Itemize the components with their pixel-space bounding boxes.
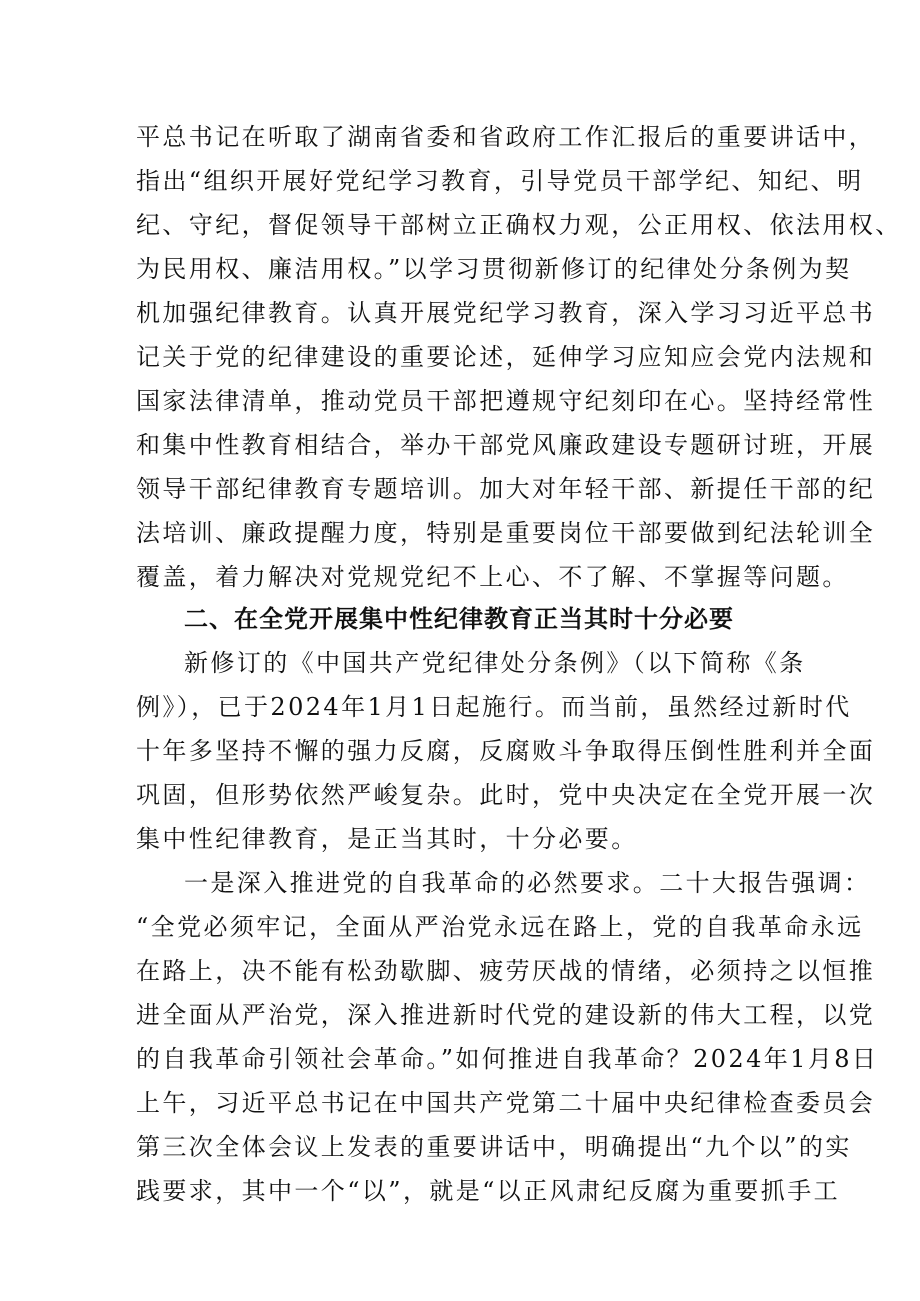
paragraph-2-line: 集中性纪律教育，是正当其时，十分必要。 bbox=[136, 825, 638, 853]
paragraph-1-line: 和集中性教育相结合，举办干部党风廉政建设专题研讨班，开展 bbox=[136, 431, 876, 459]
paragraph-1-line: 国家法律清单，推动党员干部把遵规守纪刻印在心。坚持经常性 bbox=[136, 387, 876, 415]
section-heading: 二、在全党开展集中性纪律教育正当其时十分必要 bbox=[184, 605, 734, 633]
paragraph-3-line: “全党必须牢记，全面从严治党永远在路上，党的自我革命永远 bbox=[136, 913, 864, 941]
paragraph-1-line: 机加强纪律教育。认真开展党纪学习教育，深入学习习近平总书 bbox=[136, 299, 876, 327]
paragraph-3-line: 践要求，其中一个“以”，就是“以正风肃纪反腐为重要抓手工 bbox=[136, 1177, 841, 1205]
paragraph-2-line: 十年多坚持不懈的强力反腐，反腐败斗争取得压倒性胜利并全面 bbox=[136, 737, 876, 765]
paragraph-1-line: 领导干部纪律教育专题培训。加大对年轻干部、新提任干部的纪 bbox=[136, 475, 876, 503]
paragraph-1-line: 为民用权、廉洁用权。”以学习贯彻新修订的纪律处分条例为契 bbox=[136, 255, 852, 283]
paragraph-3-line: 上午，习近平总书记在中国共产党第二十届中央纪律检查委员会 bbox=[136, 1089, 876, 1117]
paragraph-1-line: 平总书记在听取了湖南省委和省政府工作汇报后的重要讲话中， bbox=[136, 123, 876, 151]
paragraph-1-line: 法培训、廉政提醒力度，特别是重要岗位干部要做到纪法轮训全 bbox=[136, 519, 876, 547]
paragraph-1-line: 指出“组织开展好党纪学习教育，引导党员干部学纪、知纪、明 bbox=[136, 167, 864, 195]
paragraph-3-line: 的自我革命引领社会革命。”如何推进自我革命？2024年1月8日 bbox=[136, 1045, 879, 1073]
paragraph-3-line: 在路上，决不能有松劲歇脚、疲劳厌战的情绪，必须持之以恒推 bbox=[136, 957, 876, 985]
paragraph-1-line: 记关于党的纪律建设的重要论述，延伸学习应知应会党内法规和 bbox=[136, 343, 876, 371]
paragraph-1-line: 覆盖，着力解决对党规党纪不上心、不了解、不掌握等问题。 bbox=[136, 563, 849, 591]
paragraph-3-line: 一是深入推进党的自我革命的必然要求。二十大报告强调： bbox=[184, 869, 871, 897]
paragraph-1-line: 纪、守纪，督促领导干部树立正确权力观，公正用权、依法用权、 bbox=[136, 211, 902, 239]
paragraph-2-line: 巩固，但形势依然严峻复杂。此时，党中央决定在全党开展一次 bbox=[136, 781, 876, 809]
paragraph-2-line: 例》），已于2024年1月1日起施行。而当前，虽然经过新时代 bbox=[136, 693, 852, 721]
paragraph-2-line: 新修订的《中国共产党纪律处分条例》（以下简称《条 bbox=[184, 649, 806, 677]
paragraph-3-line: 进全面从严治党，深入推进新时代党的建设新的伟大工程，以党 bbox=[136, 1001, 876, 1029]
paragraph-3-line: 第三次全体会议上发表的重要讲话中，明确提出“九个以”的实 bbox=[136, 1133, 852, 1161]
